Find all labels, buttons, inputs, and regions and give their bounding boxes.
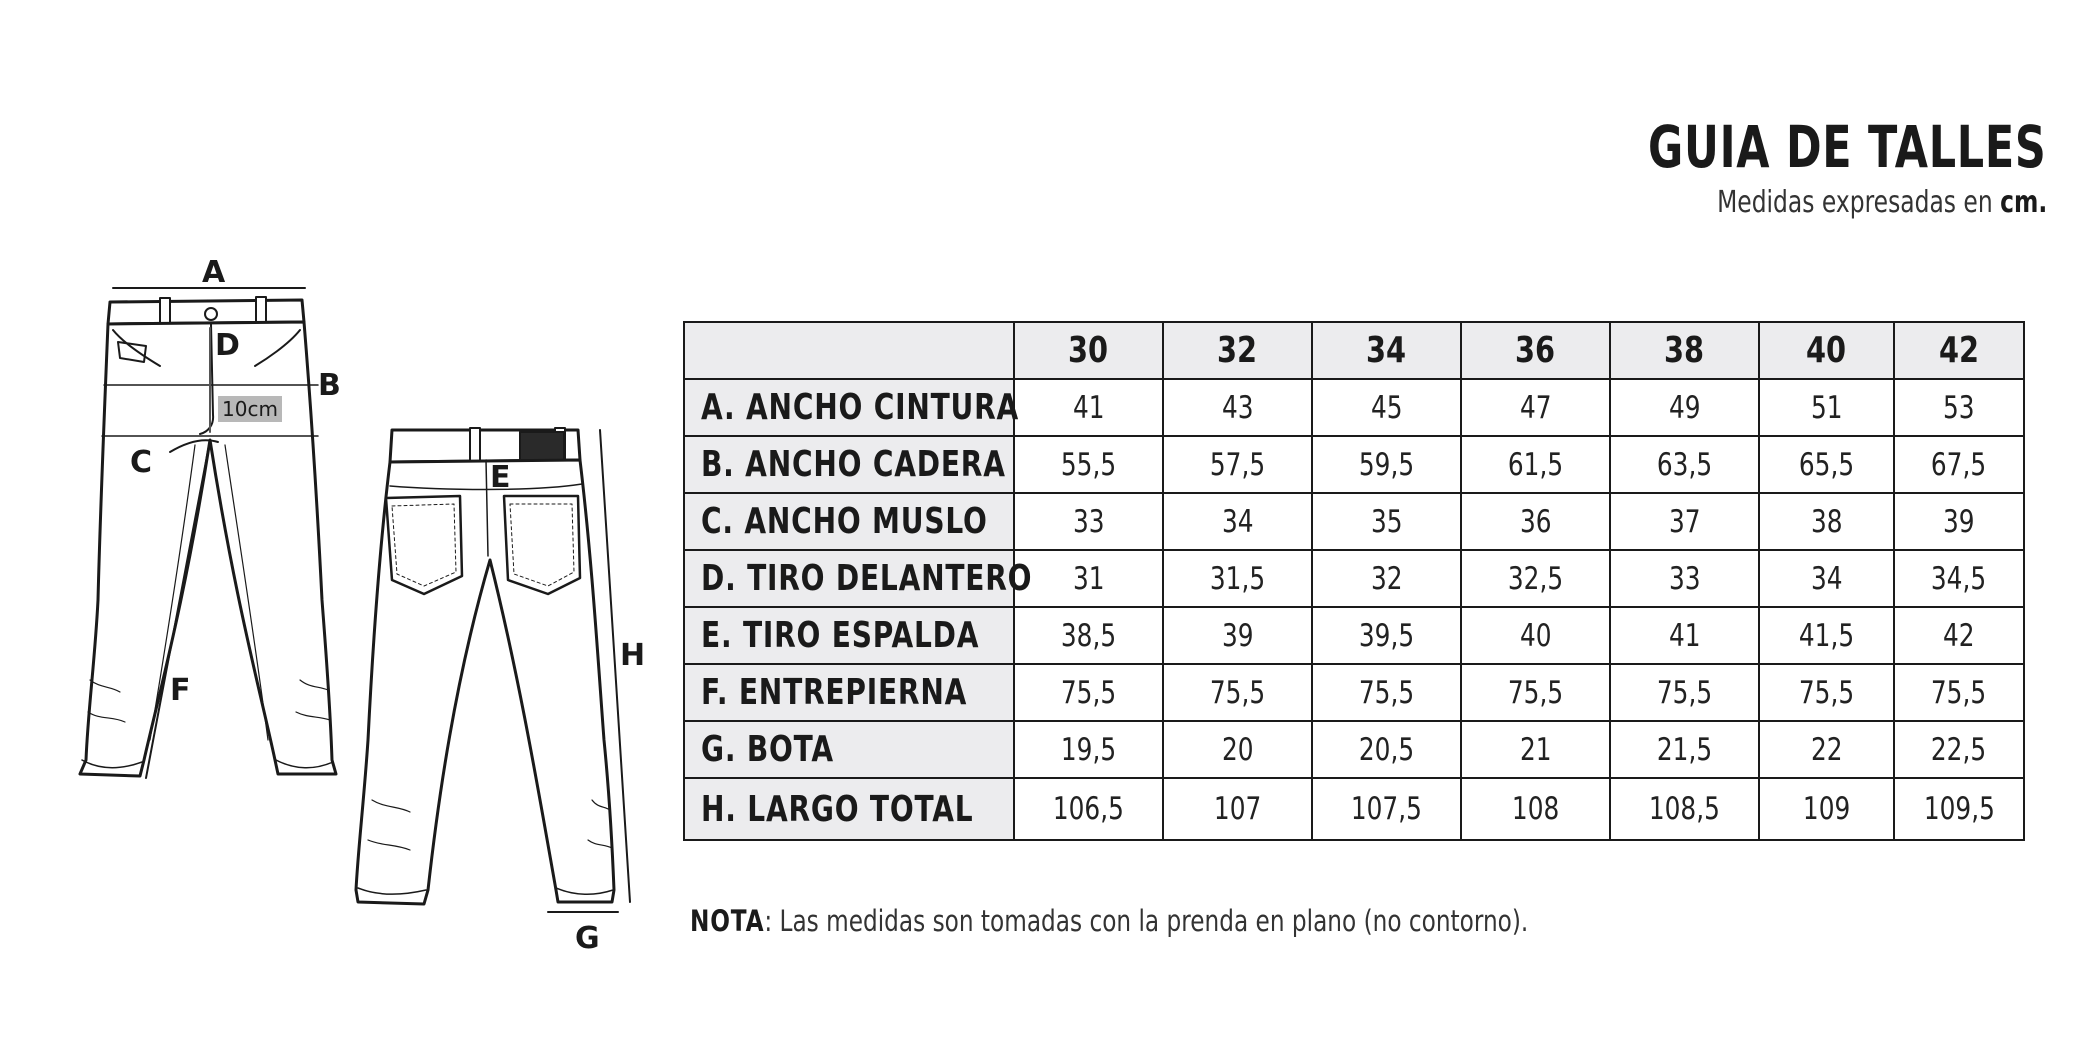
measurement-value: 34 xyxy=(1759,550,1894,607)
measurement-value: 65,5 xyxy=(1759,436,1894,493)
measurement-value: 75,5 xyxy=(1610,664,1759,721)
measurement-value: 75,5 xyxy=(1759,664,1894,721)
size-header: 40 xyxy=(1759,322,1894,379)
measurement-value: 40 xyxy=(1461,607,1610,664)
measurement-value: 33 xyxy=(1610,550,1759,607)
measurement-value: 67,5 xyxy=(1894,436,2024,493)
measurement-value: 32,5 xyxy=(1461,550,1610,607)
pants-back-drawing xyxy=(356,428,614,904)
label-a: A xyxy=(202,255,226,290)
table-row xyxy=(684,379,2024,436)
measurement-value: 39 xyxy=(1894,493,2024,550)
measurement-value: 51 xyxy=(1759,379,1894,436)
label-g: G xyxy=(575,921,600,956)
measurement-value: 19,5 xyxy=(1014,721,1163,778)
table-row xyxy=(684,607,2024,664)
measurement-value: 22 xyxy=(1759,721,1894,778)
measurement-value: 75,5 xyxy=(1014,664,1163,721)
measurement-value: 20,5 xyxy=(1312,721,1461,778)
subtitle-unit: cm. xyxy=(1999,185,2047,220)
measurement-value: 42 xyxy=(1894,607,2024,664)
measurement-value: 41 xyxy=(1610,607,1759,664)
measurement-value: 34 xyxy=(1163,493,1312,550)
measurement-label: F. ENTREPIERNA xyxy=(684,664,1014,721)
measurement-value: 32 xyxy=(1312,550,1461,607)
label-d: D xyxy=(215,328,240,363)
table-corner-cell xyxy=(684,322,1014,379)
measurement-label: H. LARGO TOTAL xyxy=(684,778,1014,840)
table-row xyxy=(684,721,2024,778)
subtitle-text: Medidas expresadas en xyxy=(1716,185,1993,220)
measurement-value: 41,5 xyxy=(1759,607,1894,664)
page-title: GUIA DE TALLES xyxy=(1648,113,2047,181)
measurement-value: 47 xyxy=(1461,379,1610,436)
measurement-value: 75,5 xyxy=(1312,664,1461,721)
table-row xyxy=(684,778,2024,840)
page-subtitle xyxy=(1716,185,2047,220)
pants-front-drawing xyxy=(80,288,336,776)
measurement-value: 20 xyxy=(1163,721,1312,778)
label-f: F xyxy=(170,673,191,708)
table-row xyxy=(684,493,2024,550)
ten-cm-tag: 10cm xyxy=(222,397,278,421)
size-header: 34 xyxy=(1312,322,1461,379)
label-e: E xyxy=(490,460,511,495)
size-header: 42 xyxy=(1894,322,2024,379)
label-h: H xyxy=(620,638,646,673)
measurement-value: 108 xyxy=(1461,778,1610,840)
table-row xyxy=(684,436,2024,493)
note-text xyxy=(690,904,1528,938)
measurement-value: 41 xyxy=(1014,379,1163,436)
label-c: C xyxy=(130,445,153,480)
measurement-value: 22,5 xyxy=(1894,721,2024,778)
note-body: : Las medidas son tomadas con la prenda en plano (no contorno). xyxy=(764,904,1529,938)
measurement-value: 53 xyxy=(1894,379,2024,436)
label-b: B xyxy=(318,368,341,403)
measurement-value: 75,5 xyxy=(1894,664,2024,721)
measurement-value: 63,5 xyxy=(1610,436,1759,493)
size-header: 38 xyxy=(1610,322,1759,379)
measurement-value: 31 xyxy=(1014,550,1163,607)
measurement-value: 107 xyxy=(1163,778,1312,840)
measurement-value: 37 xyxy=(1610,493,1759,550)
measurement-value: 34,5 xyxy=(1894,550,2024,607)
measurement-value: 45 xyxy=(1312,379,1461,436)
measurement-value: 55,5 xyxy=(1014,436,1163,493)
measurement-value: 57,5 xyxy=(1163,436,1312,493)
measurement-value: 36 xyxy=(1461,493,1610,550)
measurement-value: 38 xyxy=(1759,493,1894,550)
measurement-label: E. TIRO ESPALDA xyxy=(684,607,1014,664)
measurement-value: 33 xyxy=(1014,493,1163,550)
measurement-value: 49 xyxy=(1610,379,1759,436)
size-header: 36 xyxy=(1461,322,1610,379)
measurement-value: 107,5 xyxy=(1312,778,1461,840)
table-header-row xyxy=(684,322,2024,379)
table-row xyxy=(684,550,2024,607)
measurement-value: 59,5 xyxy=(1312,436,1461,493)
measurement-value: 106,5 xyxy=(1014,778,1163,840)
measurement-label: G. BOTA xyxy=(684,721,1014,778)
measurement-label: C. ANCHO MUSLO xyxy=(684,493,1014,550)
measurement-value: 39,5 xyxy=(1312,607,1461,664)
size-header: 30 xyxy=(1014,322,1163,379)
pants-diagram xyxy=(0,0,680,1042)
size-header: 32 xyxy=(1163,322,1312,379)
measurement-label: B. ANCHO CADERA xyxy=(684,436,1014,493)
table-row xyxy=(684,664,2024,721)
measurement-value: 35 xyxy=(1312,493,1461,550)
measurement-value: 39 xyxy=(1163,607,1312,664)
measurement-value: 43 xyxy=(1163,379,1312,436)
measurement-value: 38,5 xyxy=(1014,607,1163,664)
measurement-value: 75,5 xyxy=(1461,664,1610,721)
measurement-value: 31,5 xyxy=(1163,550,1312,607)
note-prefix: NOTA xyxy=(690,904,765,938)
measurement-value: 109,5 xyxy=(1894,778,2024,840)
measurement-value: 21,5 xyxy=(1610,721,1759,778)
measurement-value: 108,5 xyxy=(1610,778,1759,840)
measurement-value: 21 xyxy=(1461,721,1610,778)
measurement-value: 75,5 xyxy=(1163,664,1312,721)
measurement-label: D. TIRO DELANTERO xyxy=(684,550,1014,607)
size-chart-table xyxy=(683,321,2025,841)
measurement-label: A. ANCHO CINTURA xyxy=(684,379,1014,436)
measurement-value: 61,5 xyxy=(1461,436,1610,493)
measurement-value: 109 xyxy=(1759,778,1894,840)
